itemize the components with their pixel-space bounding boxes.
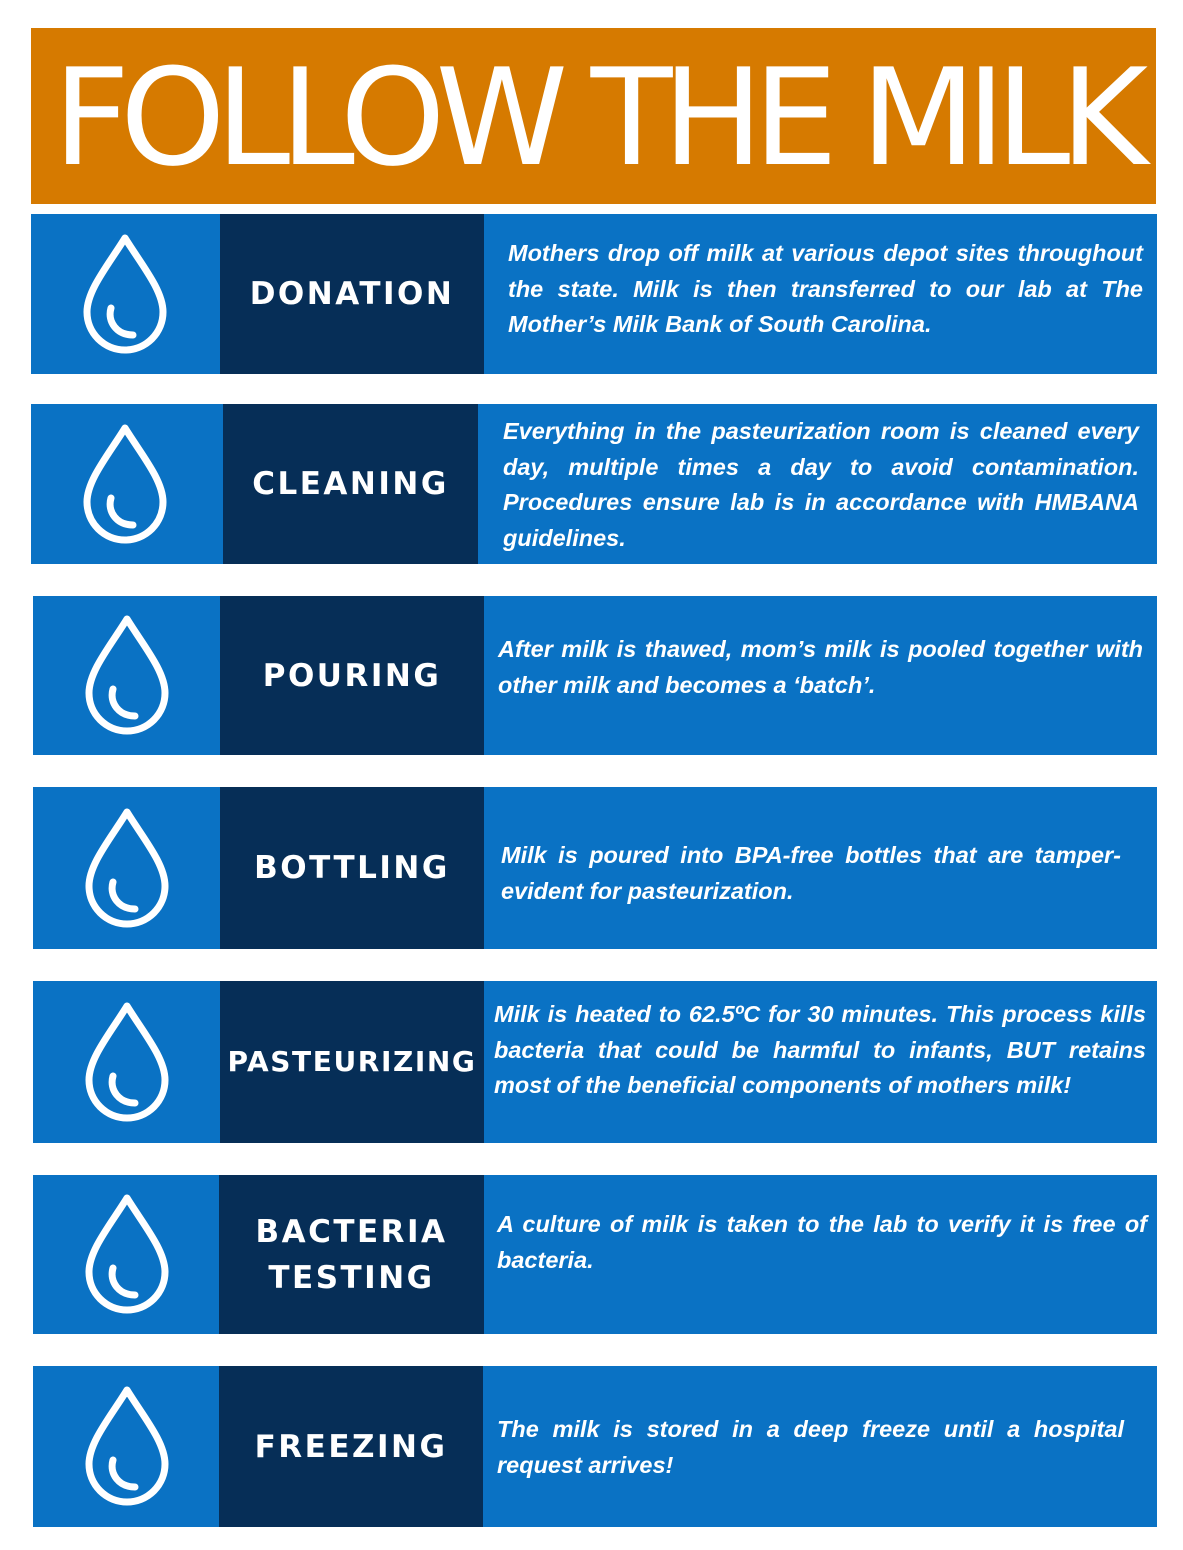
step-label-box [223,404,478,564]
step-label: BOTTLING [254,850,450,886]
step-freezing [33,1366,1157,1527]
step-label: DONATION [249,276,455,312]
water-drop-icon [81,806,173,931]
step-pasteurizing [33,981,1157,1143]
step-label: POURING [262,657,442,694]
page-title: FOLLOW THE MILK [53,40,1139,196]
water-drop-icon [81,1000,173,1125]
step-description: Milk is poured into BPA-free bottles that are tamper-evident for pasteurization. [501,842,1121,904]
step-label-box [220,981,484,1143]
step-description: Mothers drop off milk at various depot sites throughout the state. Milk is then transferred to our lab at The Mother’s Milk Bank of South Carolina. [508,240,1143,337]
step-description: After milk is thawed, mom’s milk is pooled together with other milk and becomes a ‘batch’. [498,636,1143,698]
water-drop-icon [81,1192,173,1317]
step-label: CLEANING [252,466,449,502]
step-description: A culture of milk is taken to the lab to verify it is free of bacteria. [497,1211,1147,1273]
step-label-box [220,787,484,949]
step-bottling [33,787,1157,949]
step-label-box [219,1175,484,1334]
step-label-box [219,1366,483,1527]
step-label: BACTERIA TESTING [255,1213,448,1296]
step-label-box [220,596,484,755]
title-banner [31,28,1156,204]
step-description: Milk is heated to 62.5ºC for 30 minutes. This process kills bacteria that could be harmful to infants, BUT retains most of the beneficial components of mothers milk! [494,1001,1146,1098]
step-cleaning [31,404,1157,564]
step-pouring [33,596,1157,755]
water-drop-icon [81,1384,173,1509]
step-icon-area [33,596,221,755]
step-label-box [220,214,484,374]
water-drop-icon [81,613,173,738]
step-icon-area [33,787,221,949]
step-description: The milk is stored in a deep freeze until a hospital request arrives! [497,1416,1124,1478]
step-donation [31,214,1157,374]
step-icon-area [31,404,219,564]
step-label: FREEZING [254,1428,448,1465]
step-bacteria-testing [33,1175,1157,1334]
water-drop-icon [79,422,171,547]
step-icon-area [33,1175,221,1334]
step-icon-area [33,981,221,1143]
step-description: Everything in the pasteurization room is cleaned every day, multiple times a day to avoid contamination. Procedures ensure lab is in accordance with HMBANA guidelines. [503,418,1139,551]
step-label: PASTEURIZING [227,1045,477,1078]
water-drop-icon [79,232,171,357]
step-icon-area [31,214,219,374]
step-icon-area [33,1366,221,1527]
